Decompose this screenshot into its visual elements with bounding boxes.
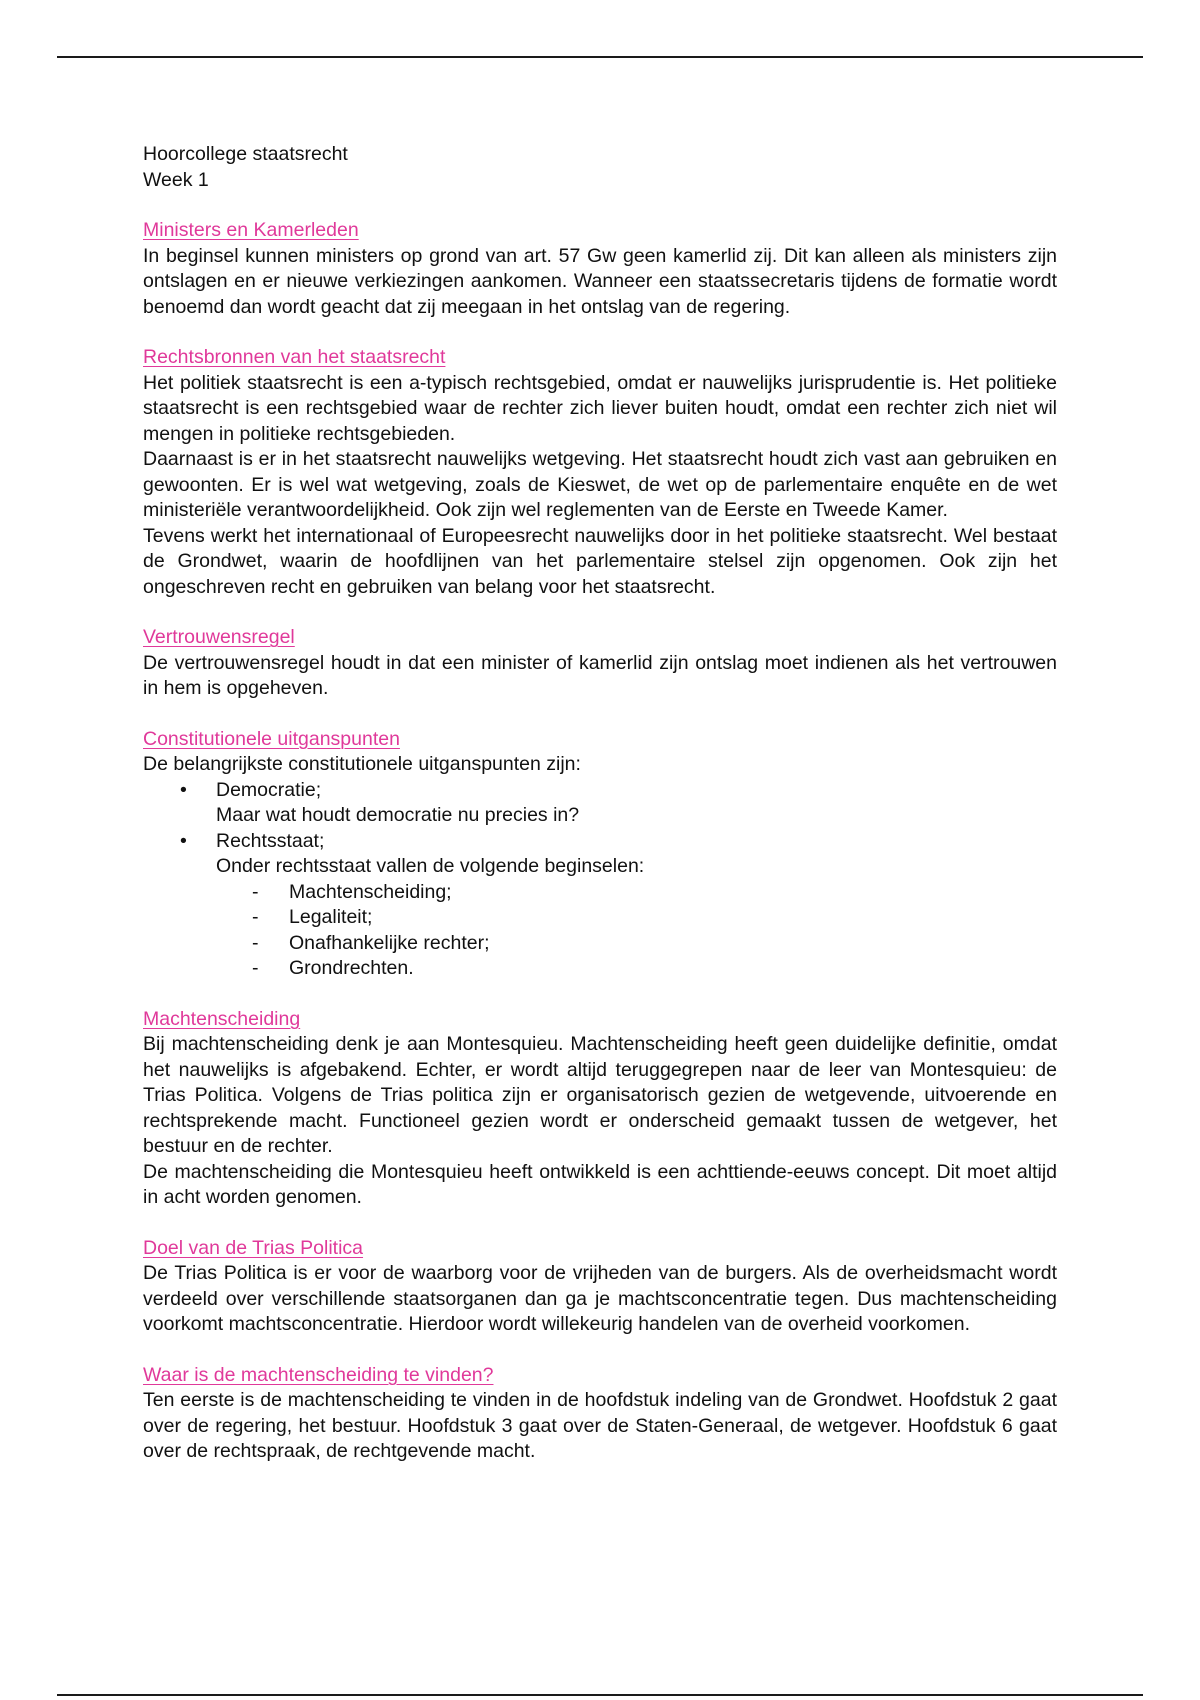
dash-icon: - — [252, 906, 259, 928]
section-heading: Doel van de Trias Politica — [143, 1236, 364, 1259]
section-machtenscheiding — [143, 1007, 1057, 1211]
principles-list — [143, 778, 1057, 982]
document-page — [143, 142, 1057, 1465]
paragraph: Tevens werkt het internationaal of Europeesrecht nauwelijks door in het politieke staatsrecht. Wel bestaat de Grondwet, waarin de hoofdlijnen van het parlementaire stelsel zijn opgenomen. Ook zijn het ongeschreven recht en gebruiken van belang voor het staatsrecht. — [143, 524, 1057, 598]
section-waar-machtenscheiding — [143, 1363, 1057, 1465]
section-heading: Vertrouwensregel — [143, 626, 295, 648]
list-item-rechtsstaat — [143, 829, 1057, 982]
sublist-item — [216, 956, 1057, 982]
paragraph: De Trias Politica is er voor de waarborg voor de vrijheden van de burgers. Als de overheidsmacht wordt verdeeld over verschillende staatsorganen dan ga je machtsconcentratie tegen. Dus machtenscheiding voorkomt machtsconcentratie. Hierdoor wordt willekeurig handelen van de overheid voorkomen. — [143, 1262, 1057, 1335]
document-title: Hoorcollege staatsrecht — [143, 143, 348, 165]
dash-icon: - — [252, 957, 259, 979]
paragraph: De vertrouwensregel houdt in dat een minister of kamerlid zijn ontslag moet indienen als het vertrouwen in hem is opgeheven. — [143, 651, 1057, 699]
principles-sublist — [216, 880, 1057, 982]
section-heading: Machtenscheiding — [143, 1007, 301, 1030]
paragraph: Ten eerste is de machtenscheiding te vinden in de hoofdstuk indeling van de Grondwet. Hoofdstuk 2 gaat over de regering, het bestuur. Hoofdstuk 3 gaat over de Staten-Generaal, de wetgever. Hoofdstuk 6 gaat over de rechtspraak, de rechtgevende macht. — [143, 1389, 1057, 1462]
sublist-item — [216, 905, 1057, 931]
section-ministers — [143, 218, 1057, 320]
paragraph: Daarnaast is er in het staatsrecht nauwelijks wetgeving. Het staatsrecht houdt zich vast aan gebruiken en gewoonten. Er is wel wat wetgeving, zoals de Kieswet, de wet op de parlementaire enquête en de wet ministeriële verantwoordelijkheid. Ook zijn wel reglementen van de Eerste en Tweede Kamer. — [143, 448, 1057, 521]
list-item-democratie — [143, 778, 1057, 829]
list-item-label: Rechtsstaat; — [216, 829, 325, 852]
dash-icon: - — [252, 931, 259, 954]
document-week: Week 1 — [143, 168, 209, 191]
paragraph: De machtenscheiding die Montesquieu heeft ontwikkeld is een achttiende-eeuws concept. Dit moet altijd in acht worden genomen. — [143, 1160, 1057, 1208]
list-item-label: Democratie; — [216, 778, 322, 801]
list-intro: De belangrijkste constitutionele uitganspunten zijn: — [143, 753, 581, 775]
sublist-item-label: Machtenscheiding; — [289, 880, 452, 903]
section-heading: Ministers en Kamerleden — [143, 219, 359, 241]
sublist-item-label: Legaliteit; — [289, 906, 373, 928]
footer-rule — [57, 1694, 1143, 1696]
section-rechtsbronnen — [143, 345, 1057, 600]
section-heading: Constitutionele uitganspunten — [143, 727, 400, 750]
sublist-item — [216, 931, 1057, 957]
section-heading: Waar is de machtenscheiding te vinden? — [143, 1363, 494, 1386]
list-item-note: Onder rechtsstaat vallen de volgende beginselen: — [216, 855, 645, 877]
section-trias-politica — [143, 1236, 1057, 1338]
bullet-icon: • — [180, 778, 187, 801]
sublist-item-label: Onafhankelijke rechter; — [289, 931, 490, 954]
header-rule — [57, 56, 1143, 58]
list-item-note: Maar wat houdt democratie nu precies in? — [216, 804, 580, 826]
paragraph: Bij machtenscheiding denk je aan Montesquieu. Machtenscheiding heeft geen duidelijke definitie, omdat het nauwelijks is afgebakend. Echter, er wordt altijd teruggegrepen naar de leer van Montesquieu: de Trias Politica. Volgens de Trias politica zijn er organisatorisch gezien de wetgevende, uitvoerende en rechtsprekende macht. Functioneel gezien wordt er onderscheid gemaakt tussen de wetgever, het bestuur en de rechter. — [143, 1033, 1057, 1157]
section-constitutional — [143, 727, 1057, 982]
paragraph: In beginsel kunnen ministers op grond van art. 57 Gw geen kamerlid zij. Dit kan alleen als ministers zijn ontslagen en er nieuwe verkiezingen aankomen. Wanneer een staatssecretaris tijdens de formatie wordt benoemd dan wordt geacht dat zij meegaan in het ontslag van de regering. — [143, 244, 1057, 318]
sublist-item — [216, 880, 1057, 906]
dash-icon: - — [252, 880, 259, 903]
paragraph: Het politiek staatsrecht is een a-typisch rechtsgebied, omdat er nauwelijks jurisprudentie is. Het politieke staatsrecht is een rechtsgebied waar de rechter zich liever buiten houdt, omdat een rechter zich niet wil mengen in politieke rechtsgebieden. — [143, 371, 1057, 445]
section-heading: Rechtsbronnen van het staatsrecht — [143, 346, 446, 368]
sublist-item-label: Grondrechten. — [289, 957, 414, 979]
section-vertrouwensregel — [143, 625, 1057, 702]
bullet-icon: • — [180, 829, 187, 852]
